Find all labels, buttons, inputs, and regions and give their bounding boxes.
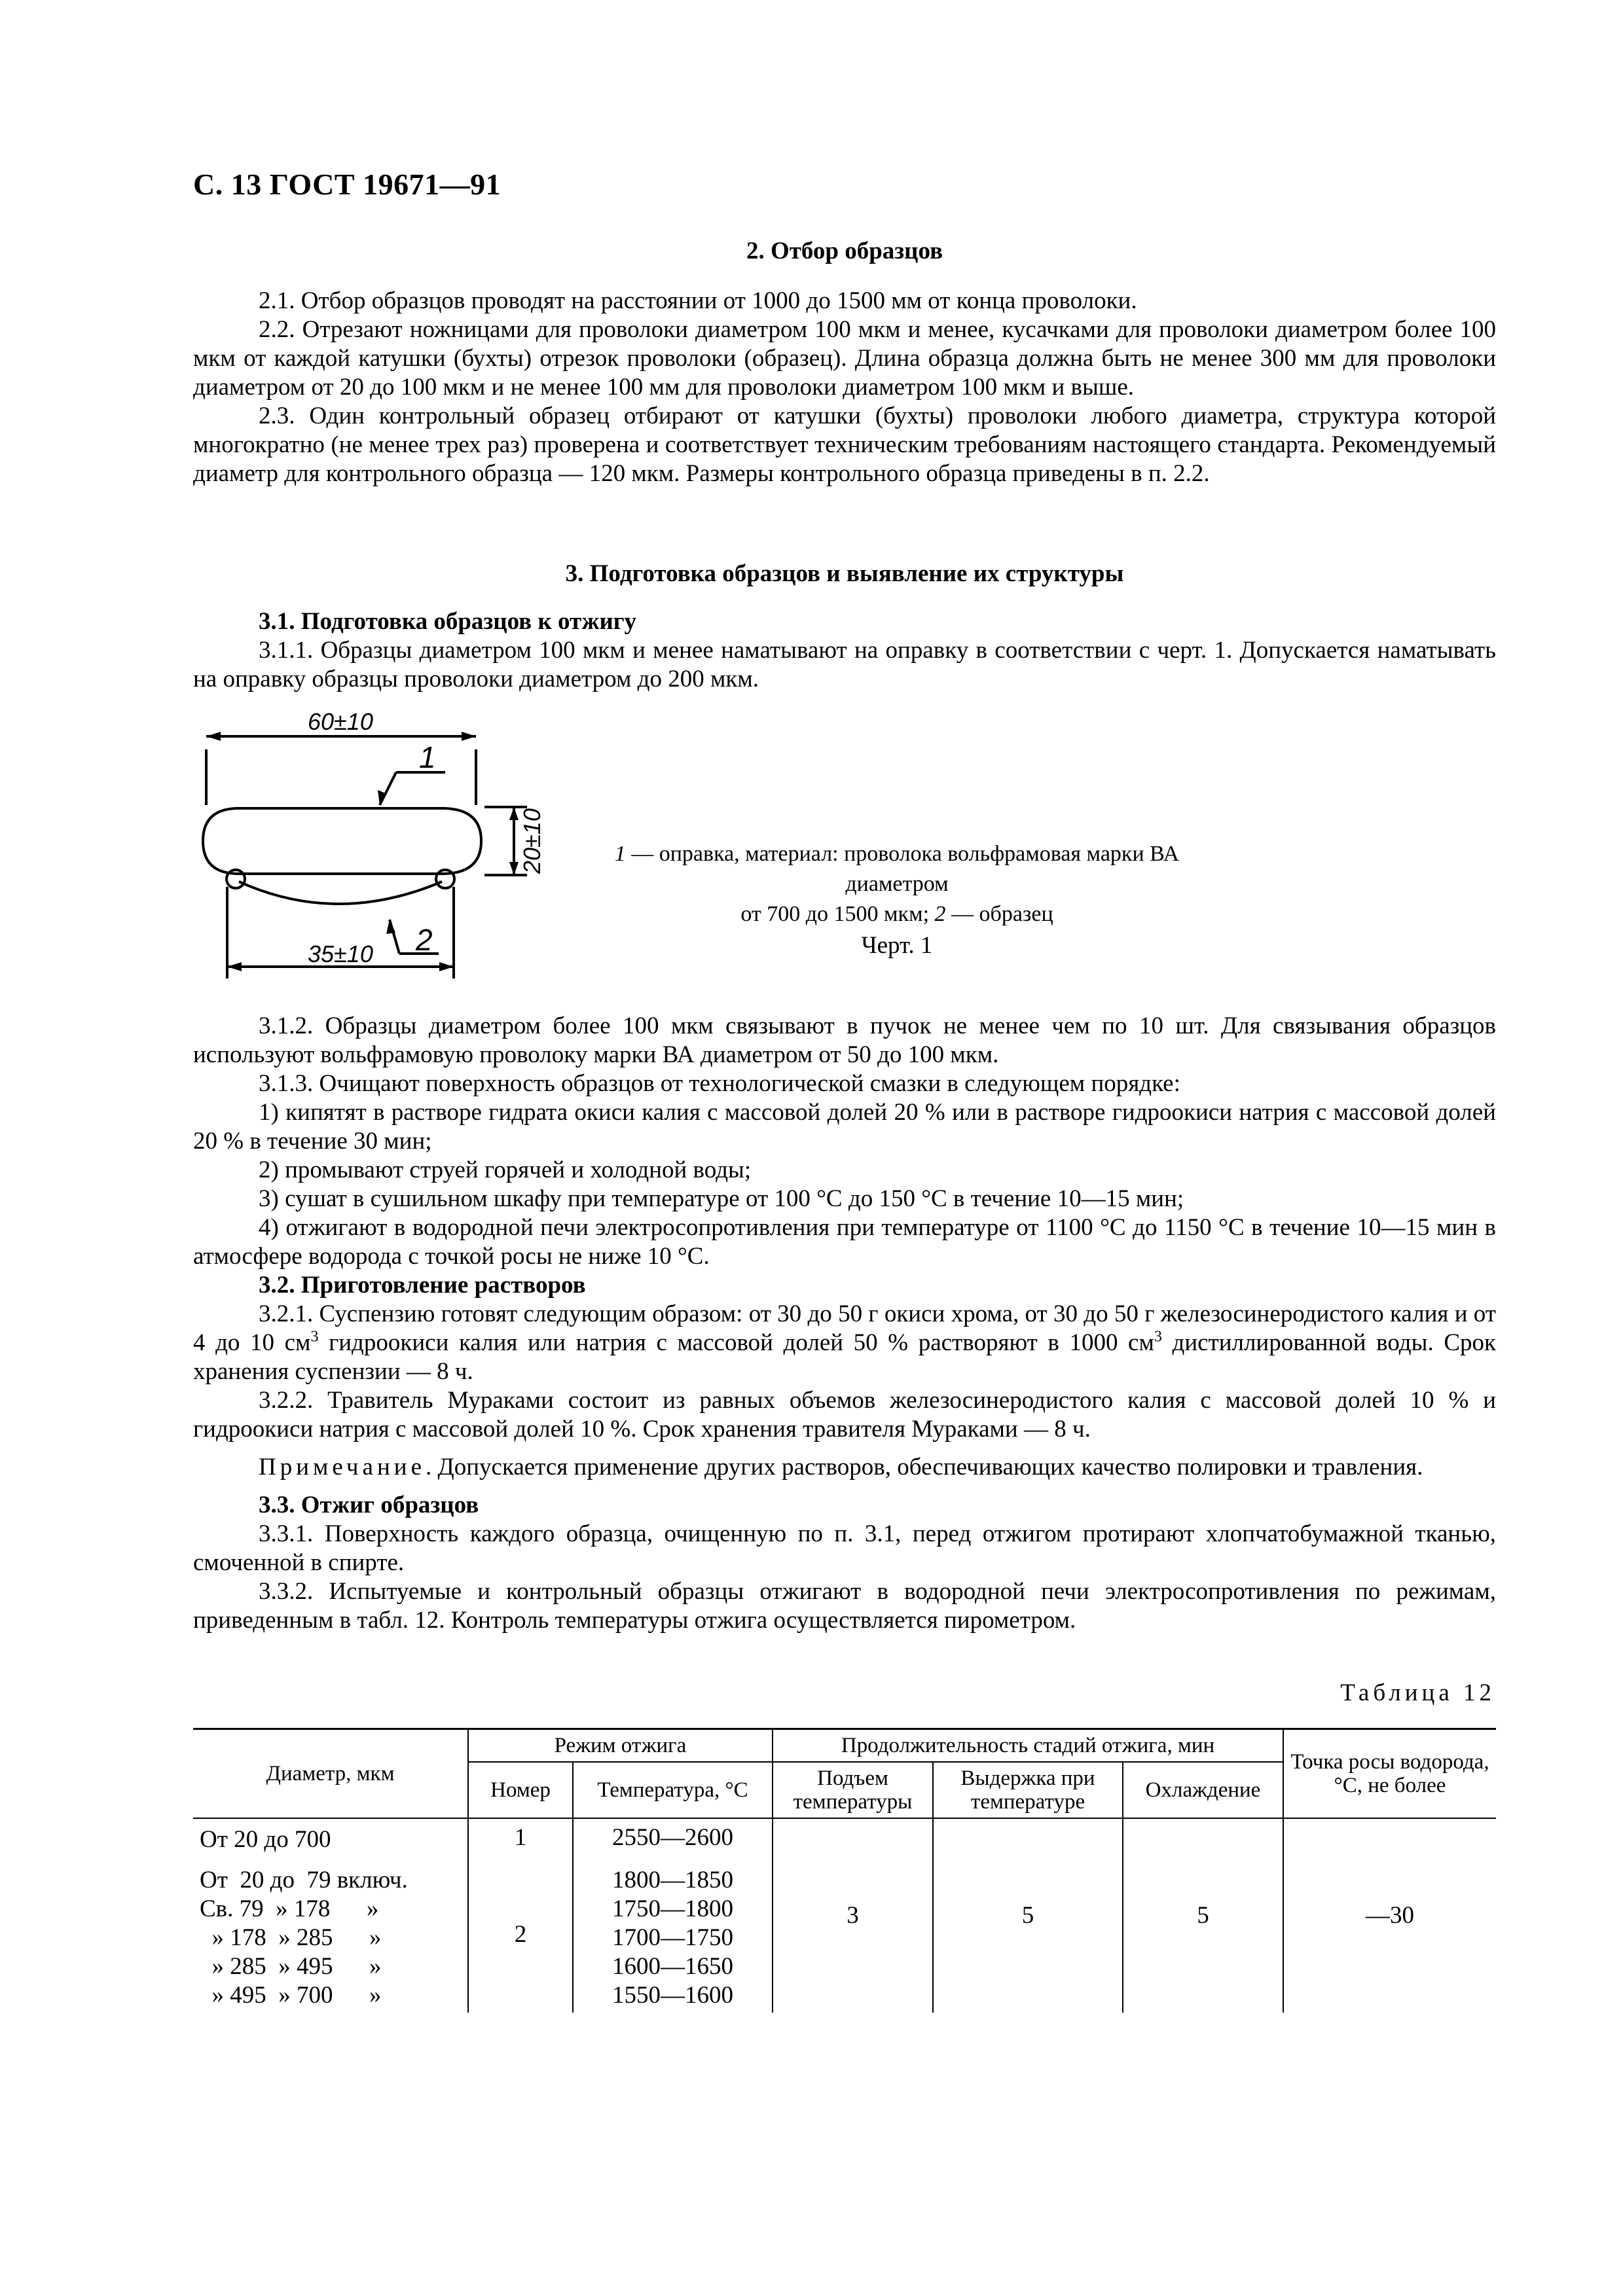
- header-number: Номер: [468, 1762, 573, 1818]
- paragraph-2-3: 2.3. Один контрольный образец отбирают от катушки (бухты) проволоки любого диаметра, структура которой многократно (не менее трех раз) проверена и соответствует техническим требованиям настоящего стандарта. Рекомендуемый диаметр для контрольного образца — 120 мкм. Размеры контрольного образца приведены в п. 2.2.: [193, 403, 1496, 487]
- figure-legend-line-2: от 700 до 1500 мкм; 2 — образец: [740, 902, 1053, 926]
- cell-rise: 3: [773, 1818, 933, 2013]
- header-rise: Подъем температуры: [773, 1762, 933, 1818]
- paragraph-2-2: 2.2. Отрезают ножницами для проволоки диаметром 100 мкм и менее, кусачками для проволоки диаметром более 100 мкм от каждой катушки (бухты) отрезок проволоки (образец). Длина образца должна быть не менее 300 мм для проволоки диаметром от 20 до 100 мкм и не менее 100 мм для проволоки диаметром 100 мкм и выше.: [193, 316, 1496, 401]
- cell-cool: 5: [1123, 1818, 1283, 2013]
- paragraph-3-2-2: 3.2.2. Травитель Мураками состоит из равных объемов железосинеродистого калия с массовой долей 10 % и гидроокиси натрия с массовой долей 10 %. Срок хранения травителя Мураками — 8 ч.: [193, 1387, 1496, 1443]
- figure-label-1: 1: [419, 740, 436, 774]
- cell-number: 1: [468, 1818, 573, 1857]
- paragraph-3-1-3: 3.1.3. Очищают поверхность образцов от технологической смазки в следующем порядке:: [259, 1070, 1180, 1097]
- dimension-bottom-label: 35±10: [308, 941, 373, 967]
- cell-hold: 5: [933, 1818, 1123, 2013]
- temperature-range: 1800—1850: [612, 1867, 733, 1893]
- section-2-body: [193, 287, 1496, 488]
- figure-label-2: 2: [416, 923, 433, 957]
- header-cool: Охлаждение: [1123, 1762, 1283, 1818]
- subsection-3-3-title: 3.3. Отжиг образцов: [259, 1492, 479, 1518]
- header-mode: Режим отжига: [468, 1729, 773, 1763]
- subsection-3-1-title: 3.1. Подготовка образцов к отжигу: [259, 608, 637, 635]
- paragraph-3-1-1: 3.1.1. Образцы диаметром 100 мкм и менее наматывают на оправку в соответствии с черт. 1. Допускается наматывать на оправку образцы проволоки диаметром до 200 мкм.: [193, 637, 1496, 692]
- section-3-1-block: [193, 607, 1496, 694]
- section-3-1-continued: [193, 1012, 1496, 1635]
- cell-temperature-ranges: [573, 1857, 773, 2013]
- page-header: С. 13 ГОСТ 19671—91: [193, 168, 501, 201]
- header-hold: Выдержка при температуре: [933, 1762, 1123, 1818]
- table-12-caption: Таблица 12: [1340, 1679, 1495, 1706]
- step-2: 2) промывают струей горячей и холодной воды;: [259, 1157, 752, 1183]
- note: Примечание. Допускается применение других растворов, обеспечивающих качество полировки и травления.: [259, 1454, 1423, 1480]
- table-12: [193, 1728, 1496, 2013]
- temperature-range: 1550—1600: [612, 1982, 733, 2009]
- dimension-top-label: 60±10: [308, 710, 373, 735]
- step-3: 3) сушат в сушильном шкафу при температуре от 100 °С до 150 °С в течение 10—15 мин;: [259, 1185, 1184, 1212]
- paragraph-3-1-2: 3.1.2. Образцы диаметром более 100 мкм связывают в пучок не менее чем по 10 шт. Для связывания образцов используют вольфрамовую проволоку марки ВА диаметром от 50 до 100 мкм.: [193, 1013, 1496, 1068]
- step-1: 1) кипятят в растворе гидрата окиси калия с массовой долей 20 % или в растворе гидроокиси натрия с массовой долей 20 % в течение 30 мин;: [193, 1099, 1496, 1155]
- header-dew-point: Точка росы водорода, °С, не более: [1283, 1729, 1496, 1819]
- table-row: [193, 1818, 1496, 1857]
- dimension-right-label: 20±10: [519, 808, 545, 874]
- section-3-title: 3. Подготовка образцов и выявление их структуры: [565, 560, 1124, 587]
- header-duration: Продолжительность стадий отжига, мин: [773, 1729, 1283, 1763]
- header-temperature: Температура, °С: [573, 1762, 773, 1818]
- subsection-3-2-title: 3.2. Приготовление растворов: [259, 1272, 586, 1299]
- figure-caption: Черт. 1: [861, 932, 933, 959]
- cell-temperature: 2550—2600: [573, 1818, 773, 1857]
- section-2-title: 2. Отбор образцов: [746, 238, 943, 264]
- cell-diameter-ranges: [193, 1857, 468, 2013]
- temperature-range: 1700—1750: [612, 1924, 733, 1951]
- diameter-range: » 178 » 285 »: [200, 1924, 382, 1951]
- temperature-range: 1600—1650: [612, 1953, 733, 1980]
- note-label: Примечание: [259, 1454, 426, 1480]
- cell-diameter: От 20 до 700: [193, 1818, 468, 1857]
- paragraph-3-2-1: 3.2.1. Суспензию готовят следующим образом: от 30 до 50 г окиси хрома, от 30 до 50 г железосинеродистого калия и от 4 до 10 $см^3$ гидроокиси калия или натрия с массовой долей 50 % растворяют в 1000 $см^3$ дистиллированной воды. Срок хранения суспензии — 8 ч.: [193, 1300, 1496, 1385]
- step-4: 4) отжигают в водородной печи электросопротивления при температуре от 1100 °С до 1150 °С в течение 10—15 мин в атмосфере водорода с точкой росы не ниже 10 °С.: [193, 1214, 1496, 1270]
- diameter-range: » 285 » 495 »: [200, 1953, 382, 1980]
- diameter-range: » 495 » 700 »: [200, 1982, 382, 2009]
- diameter-range: От 20 до 79 включ.: [200, 1867, 408, 1893]
- paragraph-2-1: 2.1. Отбор образцов проводят на расстоянии от 1000 до 1500 мм от конца проволоки.: [259, 287, 1137, 314]
- figure-legend-line-1: 1 — оправка, материал: проволока вольфрамовая марки ВА диаметром: [614, 842, 1180, 896]
- figure-legend: [563, 839, 1231, 929]
- paragraph-3-3-2: 3.3.2. Испытуемые и контрольный образцы отжигают в водородной печи электросопротивления по режимам, приведенным в табл. 12. Контроль температуры отжига осуществляется пирометром.: [193, 1578, 1496, 1634]
- paragraph-3-3-1: 3.3.1. Поверхность каждого образца, очищенную по п. 3.1, перед отжигом протирают хлопчатобумажной тканью, смоченной в спирте.: [193, 1520, 1496, 1576]
- cell-number: 2: [468, 1857, 573, 2013]
- diameter-range: Св. 79 » 178 »: [200, 1895, 379, 1922]
- header-diameter: Диаметр, мкм: [193, 1729, 468, 1819]
- cell-dew-point: —30: [1283, 1818, 1496, 2013]
- temperature-range: 1750—1800: [612, 1895, 733, 1922]
